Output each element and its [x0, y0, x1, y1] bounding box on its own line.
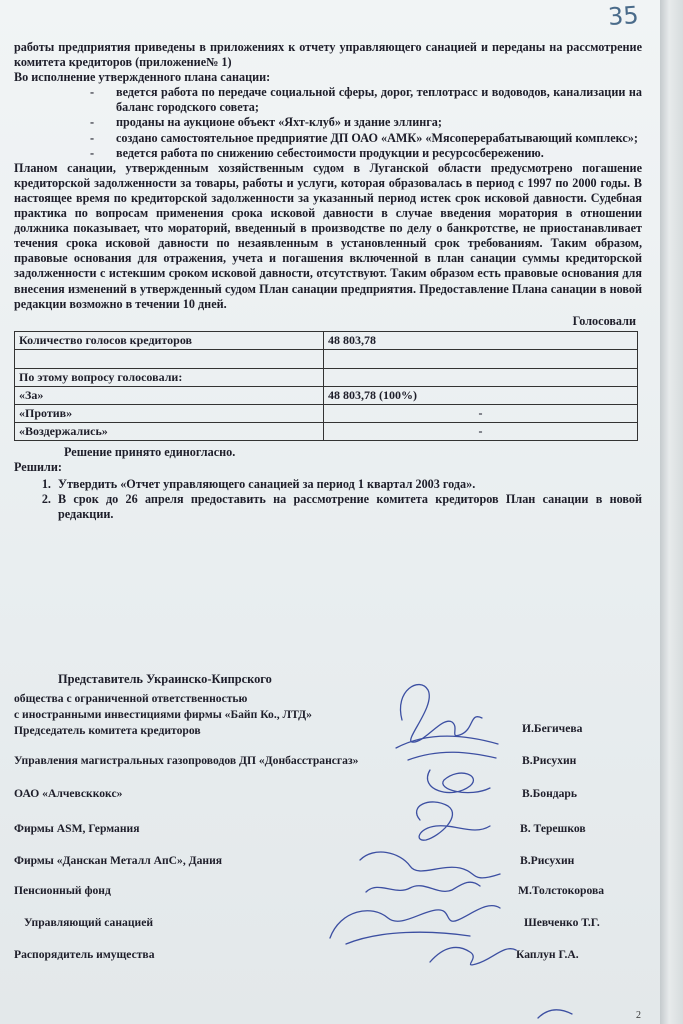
table-row [15, 368, 638, 386]
votes-heading: Голосовали [572, 313, 636, 328]
intro-paragraph: работы предприятия приведены в приложениях к отчету управляющего санацией и переданы на рассмотрение комитета кредиторов (приложение№ 1) [14, 40, 642, 70]
list-item: 2. В срок до 26 апреля предоставить на рассмотрение комитета кредиторов План санации в новой редакции. [54, 492, 642, 522]
table-row [15, 331, 638, 349]
signatory-org: Распорядитель имущества [14, 948, 155, 961]
representative-line: Председатель комитета кредиторов [14, 724, 201, 737]
signatory-row [14, 916, 642, 932]
signatory-name: Шевченко Т.Г. [524, 916, 600, 929]
vote-label: «Против» [15, 404, 324, 422]
signatory-row [14, 884, 642, 900]
vote-label: «За» [15, 386, 324, 404]
votes-table [14, 331, 638, 441]
table-row [15, 422, 638, 440]
vote-label: По этому вопросу голосовали: [15, 368, 324, 386]
page-edge [660, 0, 683, 1024]
signatory-row [14, 854, 642, 870]
representative-title: Представитель Украинско-Кипрского [58, 672, 272, 686]
table-row [15, 404, 638, 422]
list-item: 1. Утвердить «Отчет управляющего санацией за период 1 квартал 2003 года». [54, 477, 642, 492]
signatory-org: Фирмы ASM, Германия [14, 822, 140, 835]
plan-items-list [14, 85, 642, 160]
representative-line: общества с ограниченной ответственностью [14, 692, 248, 705]
vote-label: Количество голосов кредиторов [15, 331, 324, 349]
vote-value: - [324, 404, 638, 422]
handwritten-page-number: 35 [607, 0, 640, 32]
signatory-name: В. Терешков [520, 822, 586, 835]
signatory-row [14, 787, 642, 803]
main-paragraph: Планом санации, утвержденным хозяйственным судом в Луганской области предусмотрено погашение кредиторской задолженности за товары, работы и услуги, которая образовалась в период с 1997 по 2000 годы. В настоящее время по кредиторской задолженности за указанный период истек срок исковой давности. Судебная практика по вопросам применения срока исковой давности в случае введения моратория в отношении должника показывает, что мораторий, введенный в производстве по делу о банкротстве, не приостанавливает течения срока исковой давности по незаявленным в установленный срок требованиям. Таким образом, правовые основания для отражения, учета и погашения включенной в план санации суммы кредиторской задолженности с истекшим сроком исковой давности, отсутствуют. Таким образом есть правовые основания для внесения изменений в утвержденный судом План санации предприятия. Предоставление Плана санации в новой редакции возможно в течении 10 дней. [14, 160, 642, 311]
vote-value: - [324, 422, 638, 440]
signatory-org: ОАО «Алчевсккокс» [14, 787, 123, 800]
table-row [15, 349, 638, 368]
document-body [14, 40, 642, 522]
representative-line: с иностранными инвестициями фирмы «Байп Ко., ЛТД» [14, 708, 312, 721]
list-item: - ведется работа по передаче социальной сферы, дорог, теплотрасс и водоводов, канализации на баланс городского совета; [90, 85, 642, 115]
signatory-row [14, 948, 642, 964]
signatory-name: В.Бондарь [522, 787, 578, 800]
signatory-org: Пенсионный фонд [14, 884, 111, 897]
signatory-name: В.Рисухин [520, 854, 575, 867]
list-item: - создано самостоятельное предприятие ДП ОАО «АМК» «Мясоперерабатывающий комплекс»; [90, 131, 642, 146]
signatory-org: Управляющий санацией [24, 916, 154, 929]
signatory-name: В.Рисухин [522, 754, 577, 767]
decision-text: Решение принято единогласно. [64, 444, 236, 459]
resolved-label: Решили: [14, 459, 62, 474]
resolutions-list [14, 477, 642, 522]
vote-value [324, 368, 638, 386]
table-row [15, 386, 638, 404]
list-item: - проданы на аукционе объект «Яхт-клуб» и здание эллинга; [90, 115, 642, 130]
footer-mark: 2 [636, 1010, 641, 1021]
vote-label: «Воздержались» [15, 422, 324, 440]
signatory-name: М.Толстокорова [518, 884, 605, 897]
signatory-org: Управления магистральных газопроводов ДП «Донбасстрансгаз» [14, 754, 359, 767]
signatory-name: Каплун Г.А. [516, 948, 579, 961]
signatory-row [14, 822, 642, 838]
plan-intro: Во исполнение утвержденного плана санации: [14, 70, 271, 85]
signatory-name: И.Бегичева [522, 722, 583, 735]
vote-value: 48 803,78 (100%) [324, 386, 638, 404]
vote-value: 48 803,78 [324, 331, 638, 349]
list-item: - ведется работа по снижению себестоимости продукции и ресурсосбережению. [90, 146, 642, 161]
signatures-block [14, 672, 642, 961]
signatory-row [14, 754, 642, 770]
signatory-org: Фирмы «Данскан Металл АпС», Дания [14, 854, 223, 867]
